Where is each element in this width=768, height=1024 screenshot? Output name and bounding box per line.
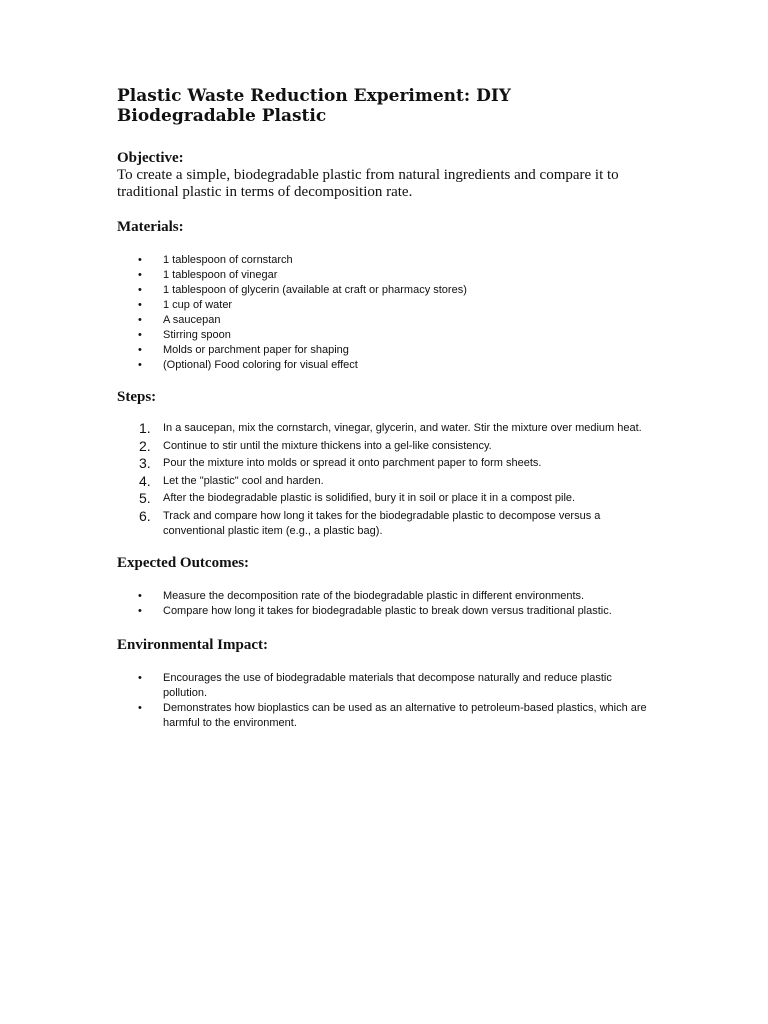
step-item [117, 491, 657, 506]
bullet-icon: • [138, 344, 142, 356]
list-item [117, 298, 657, 313]
material-item-text: Molds or parchment paper for shaping [163, 344, 349, 356]
list-item [117, 283, 657, 298]
expected-outcomes-list [117, 589, 657, 619]
list-item [117, 313, 657, 328]
step-item [117, 509, 657, 539]
environmental-impact-heading: Environmental Impact: [117, 636, 268, 653]
step-number: 6. [139, 507, 151, 524]
outcome-item-text: Compare how long it takes for biodegradable plastic to break down versus traditional plastic. [163, 604, 612, 617]
step-number: 3. [139, 455, 151, 471]
list-item [117, 343, 657, 358]
objective-heading: Objective: [117, 150, 184, 166]
material-item-text: (Optional) Food coloring for visual effect [163, 359, 358, 371]
step-text: Continue to stir until the mixture thickens into a gel-like consistency. [163, 439, 492, 452]
bullet-icon: • [138, 589, 142, 602]
step-text: Track and compare how long it takes for the biodegradable plastic to decompose versus a conventional plastic item (e.g., a plastic bag). [163, 509, 601, 537]
list-item [117, 328, 657, 343]
list-item [117, 268, 657, 283]
step-item [117, 421, 657, 436]
impact-item-text: Demonstrates how bioplastics can be used as an alternative to petroleum-based plastics, which are harmful to the environment. [163, 701, 647, 729]
impact-item-text: Encourages the use of biodegradable materials that decompose naturally and reduce plastic pollution. [163, 671, 612, 699]
list-item [117, 358, 657, 373]
step-number: 1. [139, 420, 151, 436]
material-item-text: 1 tablespoon of cornstarch [163, 254, 293, 266]
bullet-icon: • [138, 284, 142, 296]
document-content [117, 86, 657, 731]
document-title-line-2: Biodegradable Plastic [117, 106, 327, 126]
bullet-icon: • [138, 604, 142, 617]
step-text: After the biodegradable plastic is solidified, bury it in soil or place it in a compost pile. [163, 492, 576, 504]
step-text: Let the "plastic" cool and harden. [163, 474, 324, 487]
step-text: In a saucepan, mix the cornstarch, vinegar, glycerin, and water. Stir the mixture over medium heat. [163, 422, 642, 434]
objective-text: To create a simple, biodegradable plastic from natural ingredients and compare it to traditional plastic in terms of decomposition rate. [117, 167, 619, 200]
bullet-icon: • [138, 314, 142, 326]
step-number: 5. [139, 490, 151, 506]
bullet-icon: • [138, 701, 142, 714]
step-number: 2. [139, 437, 151, 454]
steps-heading: Steps: [117, 389, 157, 405]
step-item [117, 439, 657, 454]
material-item-text: Stirring spoon [163, 329, 231, 341]
step-item [117, 474, 657, 489]
materials-heading: Materials: [117, 219, 184, 235]
steps-list [117, 421, 657, 539]
bullet-icon: • [138, 359, 142, 371]
document-title [117, 86, 657, 126]
list-item [117, 604, 657, 619]
document-title-line-1: Plastic Waste Reduction Experiment: DIY [117, 86, 511, 106]
list-item [117, 701, 657, 731]
material-item-text: A saucepan [163, 314, 221, 326]
material-item-text: 1 tablespoon of glycerin (available at craft or pharmacy stores) [163, 284, 467, 296]
outcome-item-text: Measure the decomposition rate of the biodegradable plastic in different environments. [163, 589, 585, 602]
expected-outcomes-heading: Expected Outcomes: [117, 554, 250, 571]
bullet-icon: • [138, 671, 142, 684]
bullet-icon: • [138, 254, 142, 266]
material-item-text: 1 tablespoon of vinegar [163, 269, 278, 281]
step-item [117, 456, 657, 471]
bullet-icon: • [138, 329, 142, 341]
step-number: 4. [139, 472, 151, 489]
list-item [117, 589, 657, 604]
environmental-impact-list [117, 671, 657, 731]
bullet-icon: • [138, 299, 142, 311]
list-item [117, 253, 657, 268]
list-item [117, 671, 657, 701]
bullet-icon: • [138, 269, 142, 281]
step-text: Pour the mixture into molds or spread it onto parchment paper to form sheets. [163, 457, 542, 469]
material-item-text: 1 cup of water [163, 299, 233, 311]
materials-list [117, 253, 657, 373]
